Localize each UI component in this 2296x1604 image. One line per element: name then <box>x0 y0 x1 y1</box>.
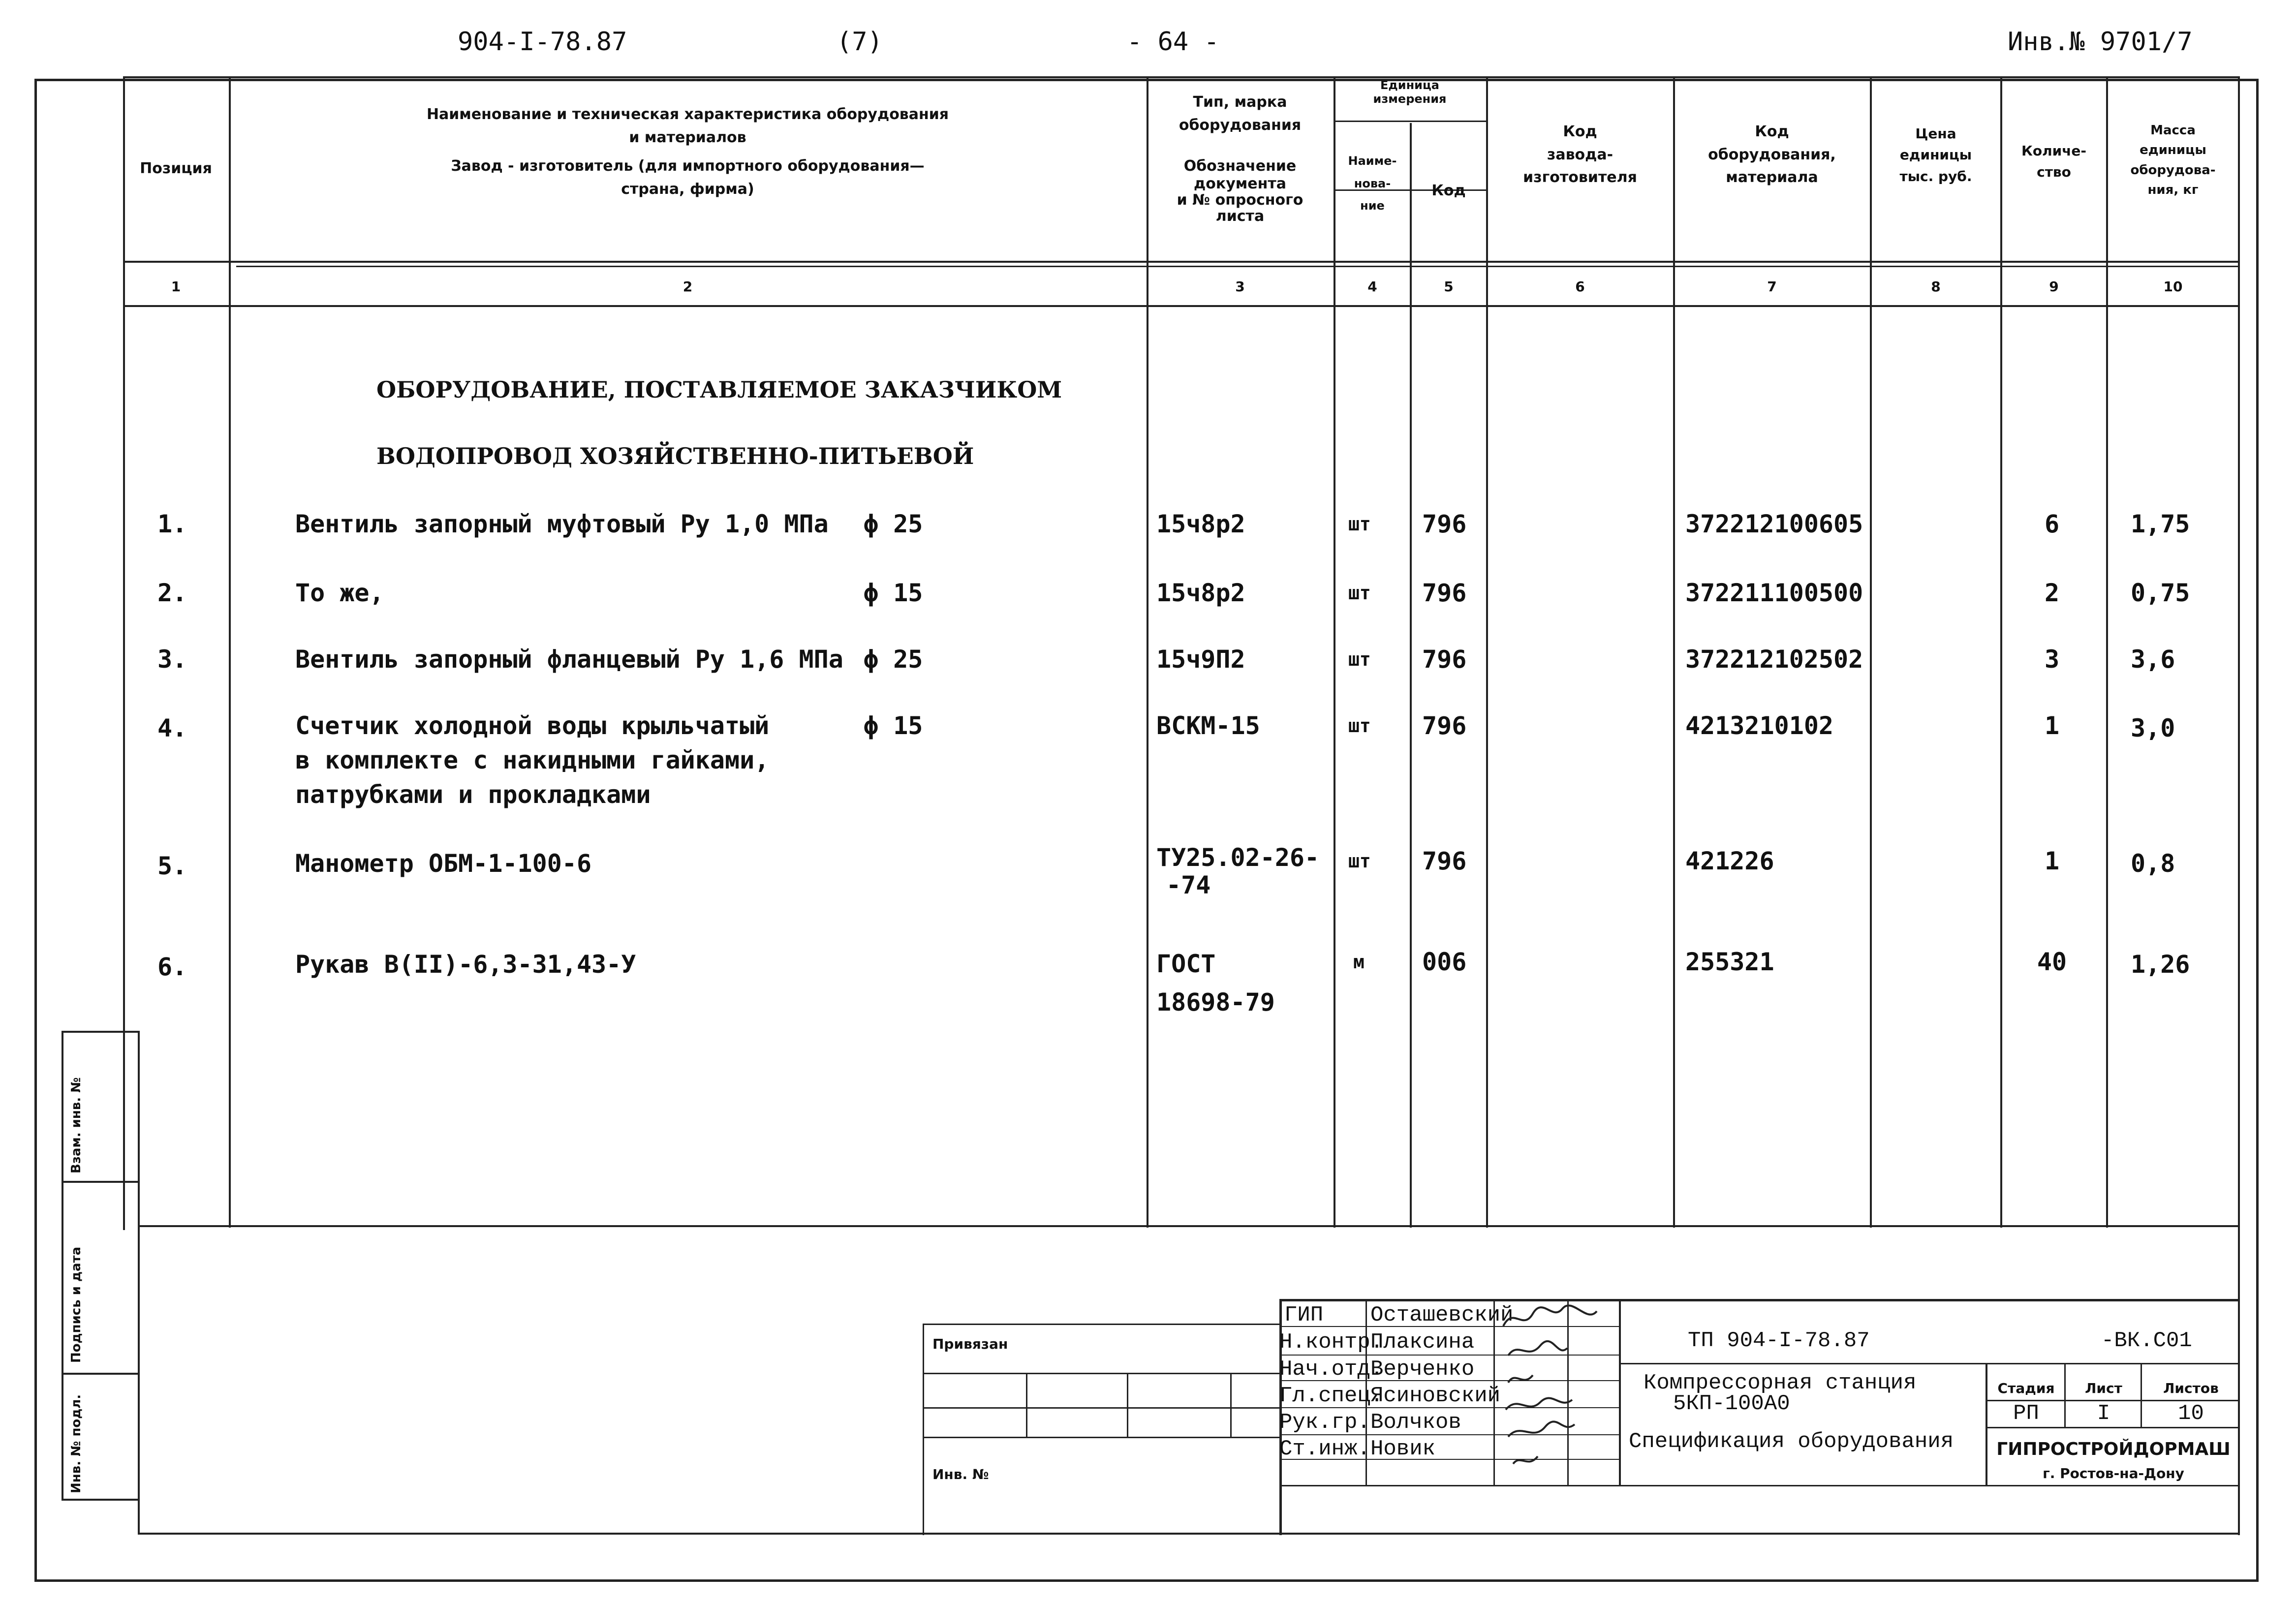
column-number: 8 <box>1931 278 1941 295</box>
column-number: 4 <box>1367 278 1377 295</box>
row-unit-code: 796 <box>1422 645 1467 674</box>
doc-number: 904-I-78.87 <box>458 27 627 57</box>
staff-role: Ст.инж. <box>1279 1437 1370 1461</box>
row-unit: м <box>1353 951 1365 973</box>
row-equipment-code: 372211100500 <box>1685 579 1863 607</box>
row-name: То же, <box>295 579 384 607</box>
row-equipment-code: 372212100605 <box>1685 510 1863 538</box>
row-diameter: ϕ 15 <box>864 579 923 607</box>
row-position: 2. <box>157 579 187 607</box>
sheets-label: Листов <box>2163 1380 2219 1396</box>
header-factory-code: Код завода- изготовителя <box>1523 123 1637 186</box>
row-type: 15ч9П2 <box>1156 645 1245 674</box>
row-unit: шт <box>1348 513 1371 535</box>
doc-code: ТП 904-I-78.87 <box>1688 1328 1870 1353</box>
column-number: 9 <box>2049 278 2059 295</box>
header-unit-group: Единица измерения <box>1373 78 1447 106</box>
row-unit-code: 796 <box>1422 711 1467 740</box>
column-number: 5 <box>1444 278 1454 295</box>
column-number: 6 <box>1575 278 1585 295</box>
header-position: Позиция <box>140 160 212 177</box>
staff-name: Осташевский <box>1370 1303 1514 1327</box>
doc-title: Спецификация оборудования <box>1629 1429 1954 1454</box>
row-position: 1. <box>157 510 187 538</box>
sheet-value: I <box>2097 1401 2110 1426</box>
stamp-inv-podl: Инв. № подл. <box>69 1394 84 1493</box>
row-type: ГОСТ 18698-79 <box>1156 950 1275 1017</box>
header-type: Тип, марка оборудования Обозначение документа и № опросного листа <box>1177 93 1303 225</box>
row-type: 15ч8р2 <box>1156 510 1245 538</box>
row-mass: 1,75 <box>2131 510 2190 538</box>
row-name: Рукав В(II)-6,3-31,43-У <box>295 950 636 979</box>
row-unit: шт <box>1348 850 1371 872</box>
row-unit-code: 796 <box>1422 579 1467 607</box>
row-diameter: ϕ 25 <box>864 645 923 674</box>
staff-name: Ясиновский <box>1370 1384 1501 1408</box>
inventory-number: Инв.№ 9701/7 <box>2008 27 2193 57</box>
row-unit: шт <box>1348 582 1371 604</box>
row-position: 4. <box>157 714 187 742</box>
city: г. Ростов-на-Дону <box>2043 1465 2184 1481</box>
row-diameter: ϕ 15 <box>864 711 923 740</box>
row-type: ТУ25.02-26- -74 <box>1156 843 1320 899</box>
row-mass: 1,26 <box>2131 950 2190 979</box>
row-quantity: 2 <box>2044 579 2060 607</box>
sheets-value: 10 <box>2178 1401 2204 1426</box>
staff-role: ГИП <box>1284 1303 1324 1327</box>
organization: ГИПРОСТРОЙДОРМАШ <box>1996 1439 2231 1459</box>
staff-role: Нач.отд. <box>1279 1357 1384 1382</box>
staff-name: Плаксина <box>1370 1330 1475 1355</box>
row-position: 3. <box>157 645 187 674</box>
column-number: 2 <box>683 278 693 295</box>
object-name: Компрессорная станция 5КП-100А0 <box>1644 1371 1917 1416</box>
row-type: ВСКМ-15 <box>1156 711 1260 740</box>
row-unit-code: 796 <box>1422 847 1467 875</box>
staff-role: Рук.гр. <box>1279 1410 1370 1435</box>
header-unit-name: Наиме- нова- ние <box>1348 154 1397 213</box>
sheet-label: Лист <box>2085 1380 2122 1396</box>
staff-name: Волчков <box>1370 1410 1461 1435</box>
row-unit-code: 796 <box>1422 510 1467 538</box>
row-name: Вентиль запорный муфтовый Ру 1,0 МПа <box>295 510 829 538</box>
row-unit: шт <box>1348 648 1371 670</box>
row-equipment-code: 372212102502 <box>1685 645 1863 674</box>
row-quantity: 40 <box>2037 948 2067 976</box>
header-price: Цена единицы тыс. руб. <box>1899 125 1972 185</box>
row-quantity: 1 <box>2044 711 2060 740</box>
row-name: Счетчик холодной воды крыльчатый в комплекте с накидными гайками, патрубками и прокладками <box>295 711 770 809</box>
staff-name: Новик <box>1370 1437 1436 1461</box>
header-name: Наименование и техническая характеристика оборудования и материалов Завод - изготовитель (для импортного оборудования— страна, фирма) <box>426 106 949 198</box>
section-heading: ОБОРУДОВАНИЕ, ПОСТАВЛЯЕМОЕ ЗАКАЗЧИКОМ <box>376 376 1062 403</box>
header-equipment-code: Код оборудования, материала <box>1708 123 1836 186</box>
row-quantity: 6 <box>2044 510 2060 538</box>
inv-no-label: Инв. № <box>932 1466 989 1482</box>
row-equipment-code: 4213210102 <box>1685 711 1834 740</box>
header-unit-code: Код <box>1431 182 1466 199</box>
row-mass: 3,6 <box>2131 645 2175 674</box>
row-position: 5. <box>157 852 187 880</box>
stamp-podpis: Подпись и дата <box>69 1246 84 1363</box>
header-quantity: Количе- ство <box>2021 143 2087 181</box>
page-number: - 64 - <box>1127 27 1219 57</box>
privyazan-label: Привязан <box>932 1336 1008 1352</box>
row-mass: 0,8 <box>2131 849 2175 878</box>
row-name: Вентиль запорный фланцевый Ру 1,6 МПа <box>295 645 843 674</box>
header-mass: Масса единицы оборудова- ния, кг <box>2130 123 2216 197</box>
column-number: 7 <box>1767 278 1777 295</box>
row-position: 6. <box>157 953 187 981</box>
column-number: 3 <box>1235 278 1245 295</box>
row-quantity: 3 <box>2044 645 2060 674</box>
stamp-vzam: Взам. инв. № <box>69 1077 84 1173</box>
row-unit-code: 006 <box>1422 948 1467 976</box>
staff-role: Гл.спец. <box>1279 1384 1384 1408</box>
row-mass: 3,0 <box>2131 714 2175 742</box>
row-name: Манометр ОБМ-1-100-6 <box>295 849 592 878</box>
doc-suffix: -ВК.С01 <box>2101 1328 2192 1353</box>
row-equipment-code: 255321 <box>1685 948 1774 976</box>
row-mass: 0,75 <box>2131 579 2190 607</box>
row-quantity: 1 <box>2044 847 2060 875</box>
signatures <box>1493 1301 1619 1483</box>
stage-value: РП <box>2013 1401 2039 1426</box>
row-equipment-code: 421226 <box>1685 847 1774 875</box>
staff-name: Верченко <box>1370 1357 1475 1382</box>
section-subheading: ВОДОПРОВОД ХОЗЯЙСТВЕННО-ПИТЬЕВОЙ <box>376 443 974 469</box>
row-unit: шт <box>1348 715 1371 737</box>
stage-label: Стадия <box>1997 1380 2055 1396</box>
column-number: 1 <box>171 278 181 295</box>
sheet-in-parens: (7) <box>837 27 883 57</box>
column-number: 10 <box>2163 278 2183 295</box>
row-type: 15ч8р2 <box>1156 579 1245 607</box>
staff-role: Н.контр. <box>1279 1330 1384 1355</box>
row-diameter: ϕ 25 <box>864 510 923 538</box>
